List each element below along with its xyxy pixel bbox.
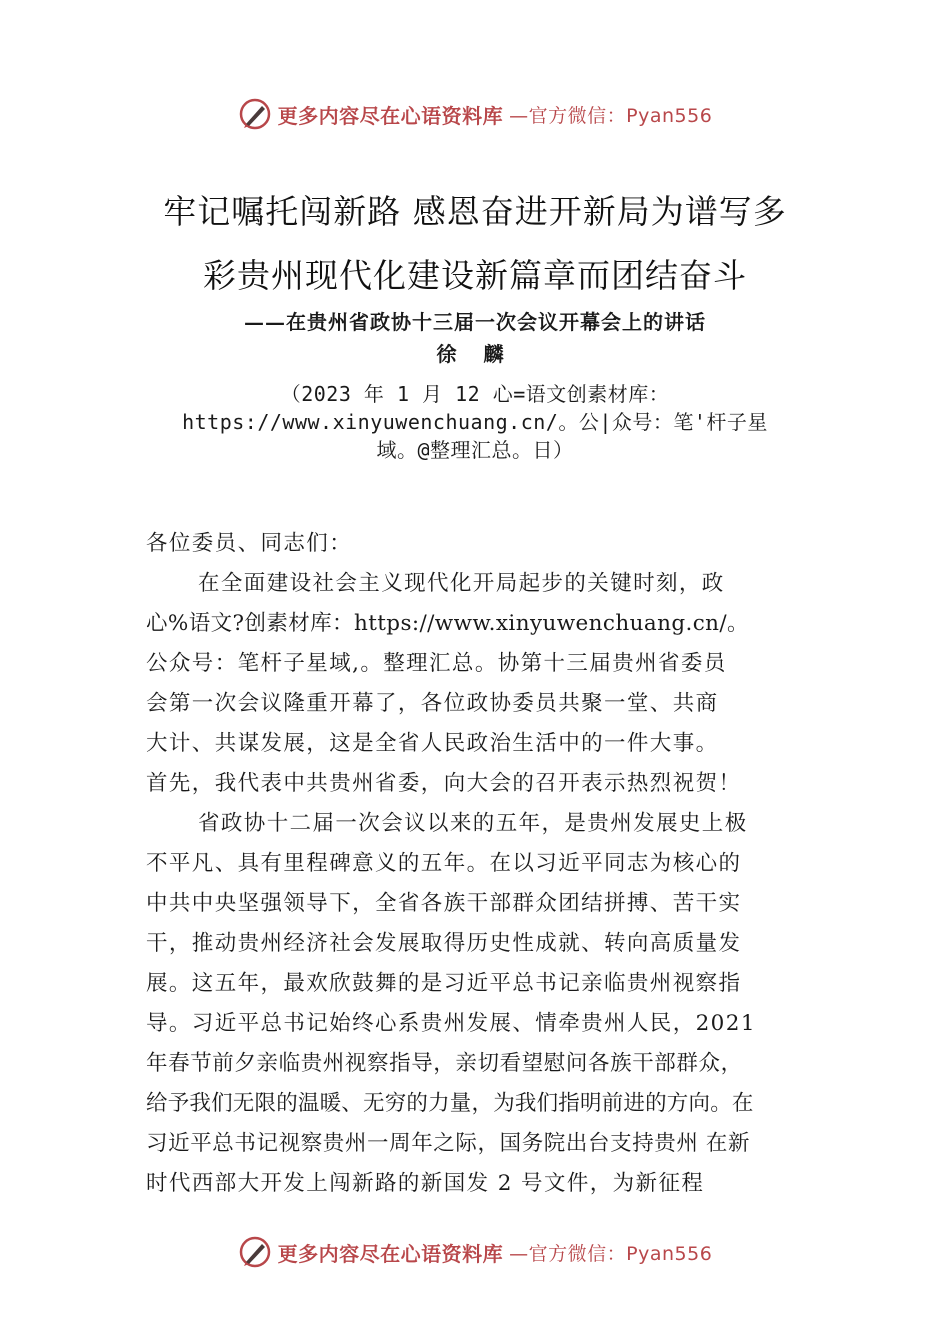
dateline-line: 域。@整理汇总。日） (376, 438, 574, 462)
dateline (150, 380, 800, 464)
pen-logo-icon (238, 97, 272, 131)
dateline-line: （2023 年 1 月 12 心=语文创素材库： (280, 382, 670, 406)
watermark-wechat-text: —官方微信：Pyan556 (509, 104, 713, 127)
dateline-line: https://www.xinyuwenchuang.cn/。公|众号：笔'杆子星 (182, 410, 768, 434)
body-line: 习近平总书记视察贵州一周年之际，国务院出台支持贵州 在新 (146, 1131, 751, 1156)
body-line: 中共中央坚强领导下，全省各族干部群众团结拼搏、苦干实 (146, 891, 742, 916)
body-line: 心%语文?创素材库：https://www.xinyuwenchuang.cn/。 (146, 611, 749, 636)
body-line: 首先，我代表中共贵州省委，向大会的召开表示热烈祝贺！ (146, 771, 742, 796)
body-line: 导。习近平总书记始终心系贵州发展、情牵贵州人民，2021 (146, 1011, 756, 1036)
body-line: 干，推动贵州经济社会发展取得历史性成就、转向高质量发 (146, 931, 742, 956)
pen-logo-icon (238, 1235, 272, 1269)
body-line: 省政协十二届一次会议以来的五年，是贵州发展史上极 (198, 811, 748, 836)
body-line: 会第一次会议隆重开幕了，各位政协委员共聚一堂、共商 (146, 691, 719, 716)
author: 徐 麟 (436, 342, 514, 366)
salutation: 各位委员、同志们： (146, 531, 353, 556)
title-line-1: 牢记嘱托闯新路 感恩奋进开新局为谱写多 (163, 192, 787, 231)
footer-watermark (0, 1230, 950, 1274)
body-line: 时代西部大开发上闯新路的新国发 2 号文件，为新征程 (146, 1171, 705, 1196)
subtitle: ——在贵州省政协十三届一次会议开幕会上的讲话 (244, 310, 706, 334)
watermark-site-text: 更多内容尽在心语资料库 (277, 103, 504, 128)
body-line: 在全面建设社会主义现代化开局起步的关键时刻，政 (198, 571, 725, 596)
body-line: 大计、共谋发展，这是全省人民政治生活中的一件大事。 (146, 731, 719, 756)
body-line: 年春节前夕亲临贵州视察指导，亲切看望慰问各族干部群众， (146, 1051, 743, 1076)
title-line-2: 彩贵州现代化建设新篇章而团结奋斗 (203, 256, 747, 295)
header-watermark (0, 92, 950, 136)
body-line: 展。这五年，最欢欣鼓舞的是习近平总书记亲临贵州视察指 (146, 971, 742, 996)
watermark-wechat-text: —官方微信：Pyan556 (509, 1242, 713, 1265)
body-line: 公众号：笔杆子星域,。整理汇总。协第十三届贵州省委员 (146, 651, 727, 676)
body-line: 不平凡、具有里程碑意义的五年。在以习近平同志为核心的 (146, 851, 742, 876)
body-line: 给予我们无限的温暖、无穷的力量，为我们指明前进的方向。在 (146, 1091, 754, 1116)
watermark-site-text: 更多内容尽在心语资料库 (277, 1241, 504, 1266)
